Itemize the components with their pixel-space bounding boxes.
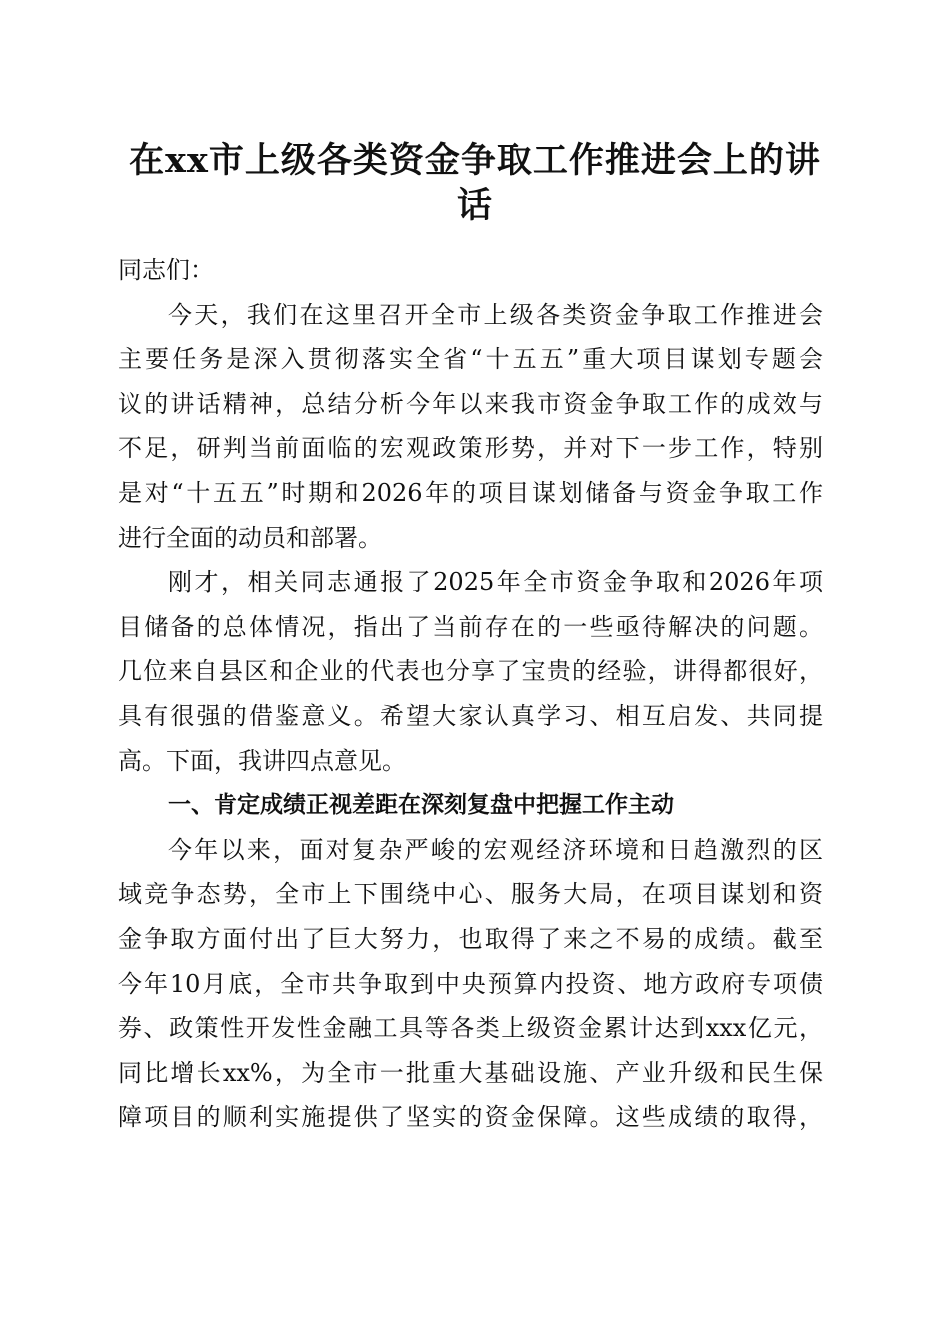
text-line: 具有很强的借鉴意义。希望大家认真学习、相互启发、共同提 <box>118 701 823 730</box>
document-body <box>118 248 823 1140</box>
text-line: 目储备的总体情况，指出了当前存在的一些亟待解决的问题。 <box>118 612 823 641</box>
salutation: 同志们： <box>118 256 214 284</box>
document-title <box>100 138 850 228</box>
text-line: 障项目的顺利实施提供了坚实的资金保障。这些成绩的取得， <box>118 1103 823 1132</box>
text-line: 几位来自县区和企业的代表也分享了宝贵的经验，讲得都很好， <box>118 657 823 686</box>
text-line: 金争取方面付出了巨大努力，也取得了来之不易的成绩。截至 <box>118 924 823 953</box>
paragraph-3 <box>118 828 823 1140</box>
text-line: 不足，研判当前面临的宏观政策形势，并对下一步工作，特别 <box>118 434 823 463</box>
text-line: 同比增长xx%，为全市一批重大基础设施、产业升级和民生保 <box>118 1058 823 1087</box>
text-line: 高。下面，我讲四点意见。 <box>118 746 406 775</box>
title-line: 在xx市上级各类资金争取工作推进会上的讲 <box>129 140 821 181</box>
text-line: 今年以来，面对复杂严峻的宏观经济环境和日趋激烈的区 <box>168 835 823 864</box>
text-line: 刚才，相关同志通报了2025年全市资金争取和2026年项 <box>168 568 823 597</box>
section-heading: 一、肯定成绩正视差距在深刻复盘中把握工作主动 <box>168 792 674 819</box>
title-line: 话 <box>456 185 493 226</box>
paragraph-1 <box>118 293 823 561</box>
text-line: 今天，我们在这里召开全市上级各类资金争取工作推进会 <box>168 300 823 329</box>
text-line: 议的讲话精神，总结分析今年以来我市资金争取工作的成效与 <box>118 389 823 418</box>
text-line: 进行全面的动员和部署。 <box>118 523 382 552</box>
text-line: 域竞争态势，全市上下围绕中心、服务大局，在项目谋划和资 <box>118 880 823 909</box>
text-line: 是对“十五五”时期和2026年的项目谋划储备与资金争取工作 <box>118 478 823 507</box>
text-line: 今年10月底，全市共争取到中央预算内投资、地方政府专项债 <box>118 969 823 998</box>
text-line: 券、政策性开发性金融工具等各类上级资金累计达到xxx亿元， <box>118 1014 823 1043</box>
paragraph-2 <box>118 560 823 783</box>
text-line: 主要任务是深入贯彻落实全省“十五五”重大项目谋划专题会 <box>118 345 823 374</box>
